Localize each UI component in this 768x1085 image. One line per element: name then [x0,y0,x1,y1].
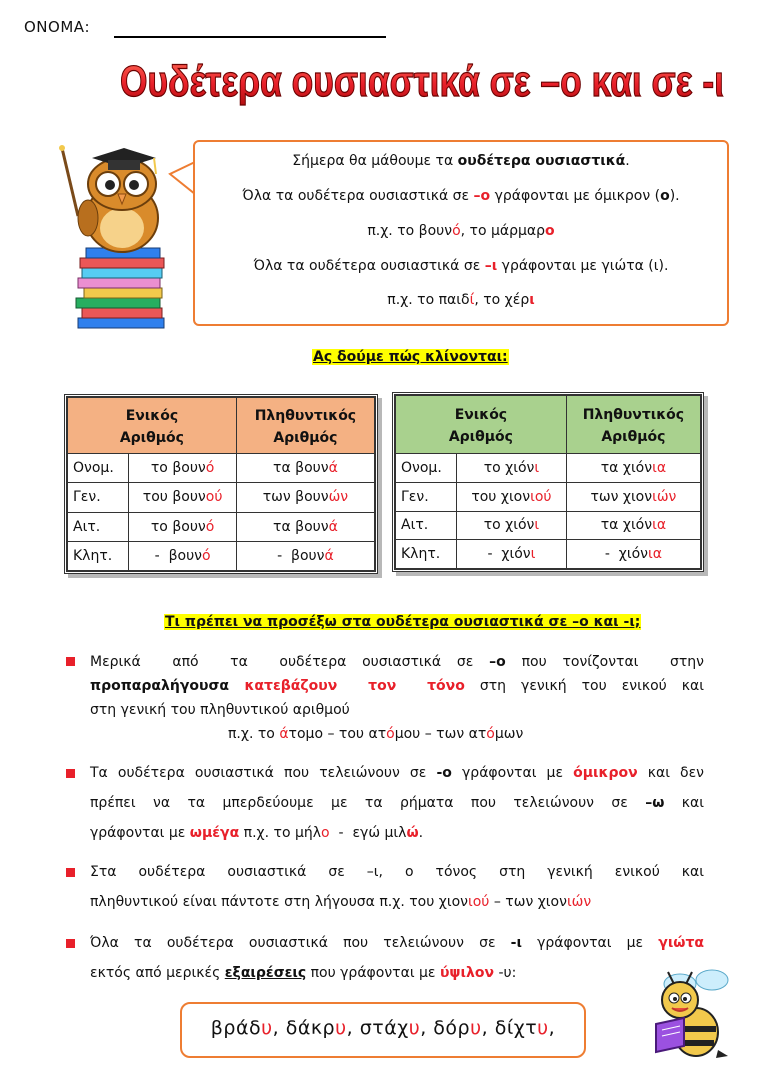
case-label: Γεν. [396,482,457,511]
singular-form [129,512,236,541]
plural-form [566,511,700,540]
bold-text: προπαραλήγουσα [90,678,230,694]
bold-text: –ω [645,795,665,811]
stem: - βουν [277,547,325,564]
red-letter: ο [545,223,555,239]
rule-paragraph-3 [90,857,704,917]
ending: ια [652,459,667,476]
stem: των βουν [262,489,329,506]
bullet-icon [66,657,75,666]
text: Όλα τα ουδέτερα ουσιαστικά σε [253,258,485,274]
bold-text: -ο [436,765,452,781]
plural-form [566,482,700,511]
red-text: ιών [566,894,592,910]
case-label: Ονομ. [396,454,457,483]
stem: - χιόν [487,546,531,563]
text: και [664,795,704,811]
ending-text: –ι [484,258,498,274]
text: και δεν [637,765,704,781]
line [90,857,704,887]
ending: ια [652,517,667,534]
red-letter: ι [529,292,535,308]
ending: ι [534,459,540,476]
text: Όλα τα ουδέτερα ουσιαστικά που τελειώνουν σε [90,935,511,951]
text: Σήμερα θα μάθουμε τα [292,153,458,169]
word-stem: στάχ [359,1017,409,1039]
text: γράφονται με [521,935,659,951]
exceptions-list: βράδυ, δάκρυ, στάχυ, δόρυ, δίχτυ, [210,1017,556,1039]
header-line: Αριθμός [273,429,338,446]
word-ending: υ [335,1017,347,1039]
text: – των χιον [489,894,567,910]
ending: ού [205,489,223,506]
name-label: ΟΝΟΜΑ: [24,18,91,36]
text: ). [669,188,680,204]
line [90,674,704,698]
bold-letter: ο [660,188,670,204]
intro-line-3 [195,223,727,239]
red-letter: ό [386,726,395,742]
text: γράφονται με [451,765,574,781]
text: π.χ. το μήλ [239,825,322,841]
text: μου – των ατ [394,726,487,742]
ending: ι [530,546,536,563]
text: μων [494,726,524,742]
table-row [396,511,701,540]
stem: - βουν [154,547,202,564]
singular-form [129,541,236,570]
singular-form [457,540,567,569]
text: που γράφονται με [306,965,440,981]
singular-form [129,483,236,512]
text: , το χέρ [474,292,530,308]
example-line [228,726,523,742]
text: Τα ουδέτερα ουσιαστικά που τελειώνουν σε [90,765,437,781]
text: π.χ. το [228,726,280,742]
rule-paragraph-4 [90,928,704,988]
intro-box [193,140,729,326]
text: , το μάρμαρ [460,223,546,239]
stem: τα χιόν [600,459,653,476]
text: στη γενική του πληθυντικού αριθμού [90,702,350,718]
declension-heading: Ας δούμε πώς κλίνονται: [313,349,508,365]
ending: ών [328,489,349,506]
header-plural [566,396,700,454]
red-letter: ώ [406,825,419,841]
page-title-text: Ουδέτερα ουσιαστικά σε –ο και σε -ι [120,57,724,106]
ending-text: –ο [473,188,491,204]
plural-form [236,541,374,570]
rule-paragraph-1 [90,650,704,722]
case-label: Αιτ. [68,512,129,541]
text: . [625,153,630,169]
warning-heading: Τι πρέπει να προσέξω στα ουδέτερα ουσιαστικά σε –ο και -ι; [165,614,641,630]
header-line: Αριθμός [448,428,513,445]
ending: ά [328,460,338,477]
red-letter: ά [279,726,289,742]
case-label: Κλητ. [68,541,129,570]
word-stem: δάκρ [285,1017,336,1039]
header-line: Ενικός [125,407,179,424]
stem: το βουν [150,460,206,477]
red-bold-text: ωμέγα [189,825,240,841]
table-row [68,483,375,512]
name-input-line[interactable] [114,36,386,38]
header-line: Αριθμός [119,429,184,446]
ending: ό [205,518,215,535]
line [90,928,704,958]
stem: το χιόν [483,459,535,476]
declension-table-o [64,394,378,574]
intro-line-4 [195,258,727,274]
text: π.χ. το βουν [367,223,453,239]
red-bold-text: όμικρον [573,765,638,781]
singular-form [457,454,567,483]
ending: ά [328,518,338,535]
text: τομο – του ατ [288,726,387,742]
table-row [68,541,375,570]
text: -υ: [494,965,517,981]
text: πρέπει να τα μπερδεύουμε με τα ρήματα που τελειώνουν σε [90,795,646,811]
plural-form [236,512,374,541]
bold-text: ουδέτερα ουσιαστικά [457,153,626,169]
word-ending: υ [537,1017,549,1039]
case-label: Γεν. [68,483,129,512]
bee-reading-icon [650,966,740,1060]
singular-form [457,482,567,511]
ending: ά [324,547,334,564]
ending: ό [205,460,215,477]
line [90,958,704,988]
text: πληθυντικού είναι πάντοτε στη λήγουσα π.χ. του χιον [90,894,468,910]
word-stem: δίχτ [494,1017,538,1039]
word-ending: υ [408,1017,421,1039]
red-letter: ο [321,825,330,841]
table-row [396,482,701,511]
bullet-icon [66,769,75,778]
bullet-icon [66,868,75,877]
intro-line-2 [195,188,727,204]
singular-form [457,511,567,540]
text: Όλα τα ουδέτερα ουσιαστικά σε [242,188,474,204]
case-label: Αιτ. [396,511,457,540]
stem: - χιόν [604,546,648,563]
case-label: Ονομ. [68,454,129,483]
exceptions-box [180,1002,586,1058]
table-row [68,512,375,541]
case-label: Κλητ. [396,540,457,569]
line [90,887,704,917]
stem: τα χιόν [600,517,653,534]
ending: ιών [652,488,677,505]
stem: το χιόν [483,517,535,534]
red-text: ιού [467,894,490,910]
red-bold-text: γιώτα [658,935,704,951]
bold-text: –ο [489,654,506,670]
word-ending: υ [261,1017,273,1039]
word-stem: δόρ [433,1017,471,1039]
red-letter: ό [452,223,461,239]
word-stem: βράδ [210,1017,262,1039]
ending: ιού [530,488,552,505]
header-line: Πληθυντικός [254,407,357,424]
declension-table-i [392,392,704,572]
table-row [68,454,375,483]
stem: τα βουν [273,518,329,535]
stem: του χιον [471,488,531,505]
red-letter: ό [486,726,495,742]
table-row [396,454,701,483]
red-bold-text: ύψιλον [439,965,494,981]
singular-form [129,454,236,483]
header-singular [396,396,567,454]
plural-form [236,454,374,483]
bold-text: -ι [510,935,522,951]
line [90,788,704,818]
header-line: Πληθυντικός [582,406,685,423]
text: Μερικά από τα ουδέτερα ουσιαστικά σε [90,654,490,670]
underlined-bold-text: εξαιρέσεις [224,965,307,981]
line [90,818,704,848]
owl-teacher-icon [48,142,176,330]
red-letter: ί [469,292,475,308]
table-row [396,540,701,569]
text: γράφονται με γιώτα (ι). [497,258,669,274]
stem: τα βουν [273,460,329,477]
header-line: Αριθμός [601,428,666,445]
ending: ό [202,547,211,564]
intro-line-1 [195,153,727,169]
stem: του βουν [142,489,206,506]
intro-line-5 [195,292,727,308]
bullet-icon [66,939,75,948]
text: γράφονται με [90,825,190,841]
text: π.χ. το παιδ [387,292,470,308]
line [90,698,704,722]
text: Στα ουδέτερα ουσιαστικά σε –ι, ο τόνος στη γενική ενικού και [90,864,704,880]
header-singular [68,398,237,454]
word-ending: υ [470,1017,482,1039]
text: εκτός από μερικές [90,965,225,981]
line [90,758,704,788]
plural-form [566,540,700,569]
text: . [418,825,424,841]
stem: το βουν [150,518,206,535]
line [90,650,704,674]
text: - εγώ μιλ [329,825,407,841]
page-title [112,48,732,118]
plural-form [236,483,374,512]
ending: ι [534,517,540,534]
header-plural [236,398,374,454]
text: γράφονται με όμικρον ( [490,188,661,204]
rule-paragraph-2 [90,758,704,848]
ending: ια [648,546,662,563]
red-bold-text: κατεβάζουν τον τόνο [229,678,465,694]
plural-form [566,454,700,483]
text: που τονίζονται στην [505,654,704,670]
stem: των χιον [590,488,653,505]
text: στη γενική του ενικού και [464,678,704,694]
header-line: Ενικός [454,406,508,423]
